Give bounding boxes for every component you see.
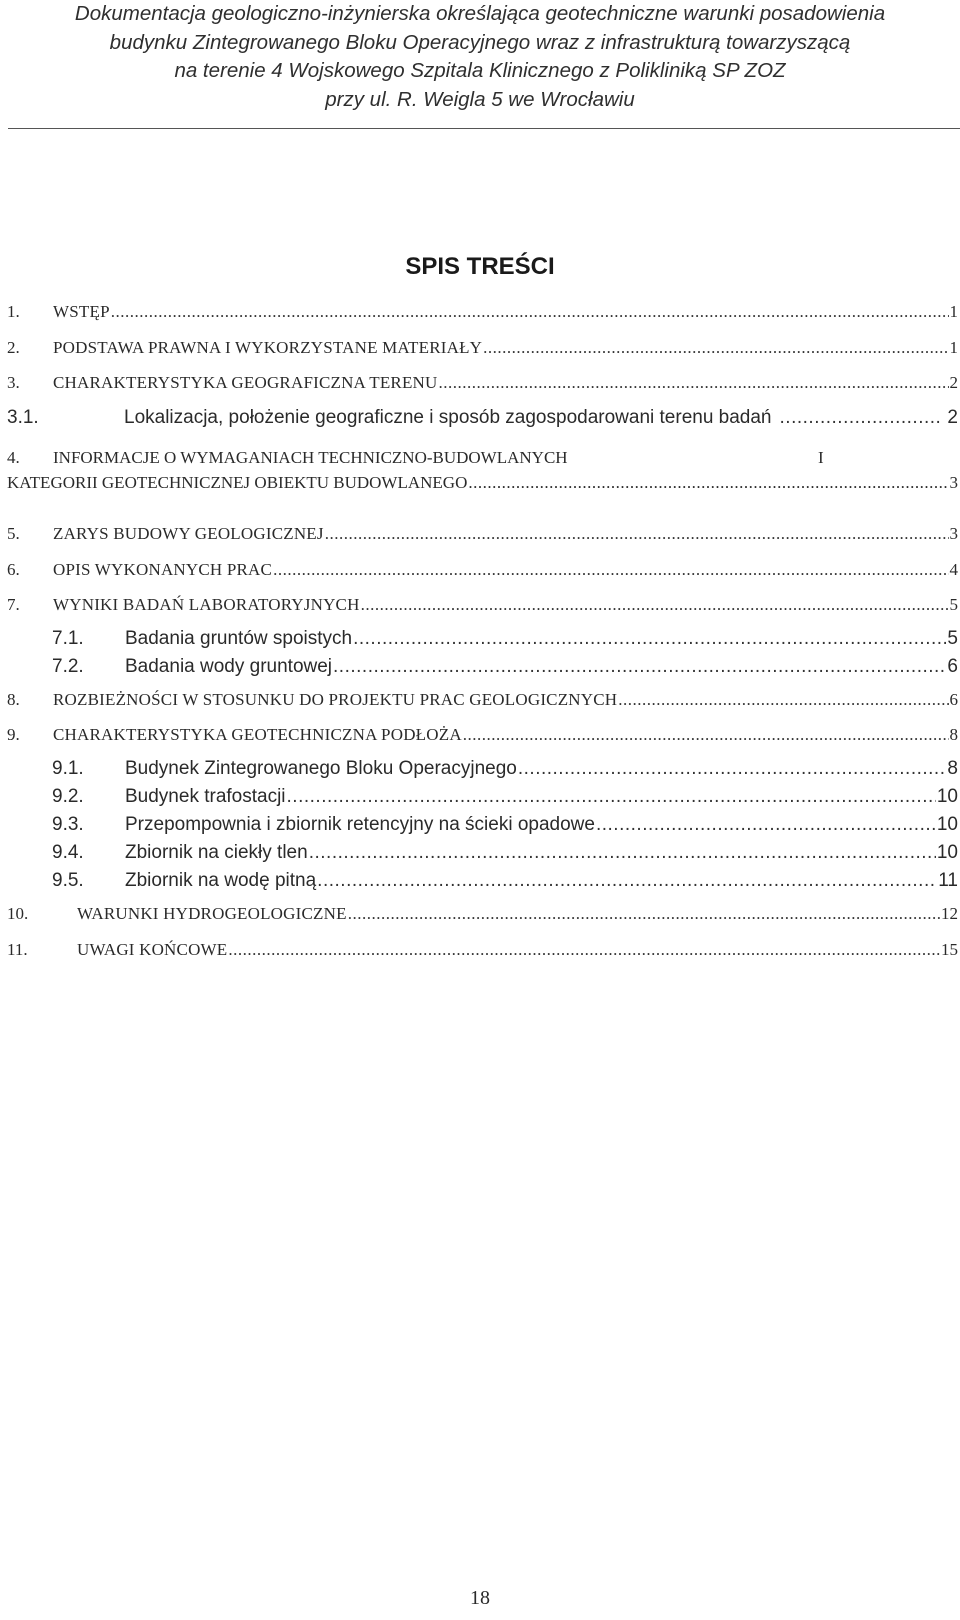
toc-leader-dots: [348, 904, 940, 924]
toc-entry-page: 8: [947, 758, 958, 779]
toc-leader-dots: [333, 656, 946, 678]
header-line: przy ul. R. Weigla 5 we Wrocławiu: [325, 87, 635, 111]
toc-entry-title-tail: I: [818, 448, 824, 467]
toc-entry-title: PODSTAWA PRAWNA I WYKORZYSTANE MATERIAŁY: [53, 338, 483, 357]
toc-leader-dots: [273, 560, 948, 580]
toc-subentry[interactable]: [7, 786, 958, 810]
header-line: budynku Zintegrowanego Bloku Operacyjnego wraz z infrastrukturą towarzyszącą: [109, 30, 851, 54]
toc-leader-dots: [468, 473, 948, 493]
toc-subentry[interactable]: [7, 628, 958, 652]
toc-entry-page: 6: [947, 656, 958, 677]
toc-entry-title: Zbiornik na wodę pitną: [125, 870, 317, 891]
toc-entry-title: WYNIKI BADAŃ LABORATORYJNYCH: [53, 595, 360, 614]
toc-entry-page: 1: [949, 302, 958, 321]
toc-entry-title: Budynek Zintegrowanego Bloku Operacyjnego: [125, 758, 517, 779]
toc-entry-title: ZARYS BUDOWY GEOLOGICZNEJ: [53, 524, 324, 543]
toc-entry-number: 9.2.: [52, 786, 84, 807]
toc-leader-dots: [439, 373, 949, 393]
toc-subentry[interactable]: [7, 814, 958, 838]
toc-entry[interactable]: [7, 904, 958, 928]
toc-entry-page: 15: [941, 940, 958, 959]
toc-entry-number: 7.: [7, 595, 20, 614]
toc-entry-page: 1: [949, 338, 958, 357]
toc-entry-number: 7.1.: [52, 628, 84, 649]
toc-entry-title: WSTĘP: [53, 302, 110, 321]
toc-entry-number: 9.1.: [52, 758, 84, 779]
toc-entry-number: 3.: [7, 373, 20, 392]
toc-entry-number: 10.: [7, 904, 29, 923]
toc-entry-page: 2: [947, 407, 958, 428]
toc-subentry[interactable]: [7, 842, 958, 866]
toc-entry-page: 12: [941, 904, 958, 923]
toc-entry[interactable]: [7, 940, 958, 964]
toc-entry-number: 6.: [7, 560, 20, 579]
toc-leader-dots: [483, 338, 948, 358]
toc-entry[interactable]: [7, 560, 958, 584]
toc-leader-dots: [309, 842, 936, 864]
toc-leader-dots: [287, 786, 936, 808]
toc-entry-number: 5.: [7, 524, 20, 543]
toc-entry-number: 1.: [7, 302, 20, 321]
header-divider: [8, 128, 960, 129]
toc-entry-title: Zbiornik na ciekły tlen: [125, 842, 308, 863]
toc-entry-number: 2.: [7, 338, 20, 357]
toc-leader-dots: [463, 725, 949, 745]
toc-leader-dots: [780, 407, 941, 429]
toc-entry-page: 2: [949, 373, 958, 392]
toc-entry[interactable]: [7, 373, 958, 397]
toc-entry-number: 8.: [7, 690, 20, 709]
toc-leader-dots: [618, 690, 948, 710]
toc-leader-dots: [228, 940, 940, 960]
toc-entry-title: OPIS WYKONANYCH PRAC: [53, 560, 273, 579]
toc-entry[interactable]: [7, 302, 958, 326]
toc-entry-title: INFORMACJE O WYMAGANIACH TECHNICZNO-BUDOWLANYCH: [53, 448, 568, 467]
document-header: [0, 0, 960, 114]
toc-entry-number: 7.2.: [52, 656, 84, 677]
toc-entry-page: 11: [938, 870, 958, 891]
toc-leader-dots: [353, 628, 946, 650]
toc-entry[interactable]: [7, 690, 958, 714]
toc-title: SPIS TREŚCI: [405, 253, 555, 280]
toc-entry-page: 3: [949, 473, 958, 492]
toc-leader-dots: [111, 302, 949, 322]
toc-entry-title: Badania gruntów spoistych: [125, 628, 353, 649]
toc-entry-number: 9.3.: [52, 814, 84, 835]
toc-entry-title: Budynek trafostacji: [125, 786, 286, 807]
toc-subentry[interactable]: [7, 656, 958, 680]
toc-entry-number: 9.4.: [52, 842, 84, 863]
page-number: 18: [470, 1587, 490, 1609]
toc-entry-title: CHARAKTERYSTYKA GEOGRAFICZNA TERENU: [53, 373, 438, 392]
toc-entry-number: 11.: [7, 940, 28, 959]
toc-leader-dots: [518, 758, 947, 780]
toc-leader-dots: [317, 870, 937, 892]
toc-entry-number: 9.: [7, 725, 20, 744]
toc-entry-number: 3.1.: [7, 407, 39, 428]
toc-subentry[interactable]: [7, 758, 958, 782]
toc-leader-dots: [325, 524, 949, 544]
toc-entry-title: Lokalizacja, położenie geograficzne i sposób zagospodarowani terenu badań: [124, 407, 772, 428]
toc-entry-page: 8: [949, 725, 958, 744]
toc-entry-title: ROZBIEŻNOŚCI W STOSUNKU DO PROJEKTU PRAC GEOLOGICZNYCH: [53, 690, 618, 709]
toc-entry-title: CHARAKTERYSTYKA GEOTECHNICZNA PODŁOŻA: [53, 725, 462, 744]
toc-entry-page: 4: [949, 560, 958, 579]
toc-entry-page: 10: [936, 786, 958, 807]
header-line: na terenie 4 Wojskowego Szpitala Klinicznego z Polikliniką SP ZOZ: [174, 59, 786, 82]
toc-entry[interactable]: [7, 725, 958, 749]
toc-entry-title: Przepompownia i zbiornik retencyjny na ścieki opadowe: [125, 814, 595, 835]
toc-leader-dots: [596, 814, 936, 836]
toc-entry-page: 6: [949, 690, 958, 709]
toc-entry-title-continued: KATEGORII GEOTECHNICZNEJ OBIEKTU BUDOWLANEGO: [7, 473, 468, 492]
toc-entry[interactable]: [7, 338, 958, 362]
header-line: Dokumentacja geologiczno-inżynierska określająca geotechniczne warunki posadowienia: [74, 2, 886, 25]
toc-entry-number: 9.5.: [52, 870, 84, 891]
toc-entry-page: 3: [949, 524, 958, 543]
toc-subentry[interactable]: [7, 870, 958, 894]
toc-entry[interactable]: [7, 448, 958, 493]
toc-entry-title: UWAGI KOŃCOWE: [77, 940, 228, 959]
toc-entry-title: WARUNKI HYDROGEOLOGICZNE: [77, 904, 347, 923]
toc-entry-page: 5: [949, 595, 958, 614]
toc-entry-number: 4.: [7, 448, 20, 467]
toc-entry-page: 10: [936, 842, 958, 863]
toc-entry-page: 10: [936, 814, 958, 835]
toc-entry-page: 5: [947, 628, 958, 649]
toc-entry-title: Badania wody gruntowej: [125, 656, 333, 677]
toc-leader-dots: [361, 595, 949, 615]
toc-subentry[interactable]: [7, 407, 958, 431]
toc-entry[interactable]: [7, 595, 958, 619]
toc-entry[interactable]: [7, 524, 958, 548]
